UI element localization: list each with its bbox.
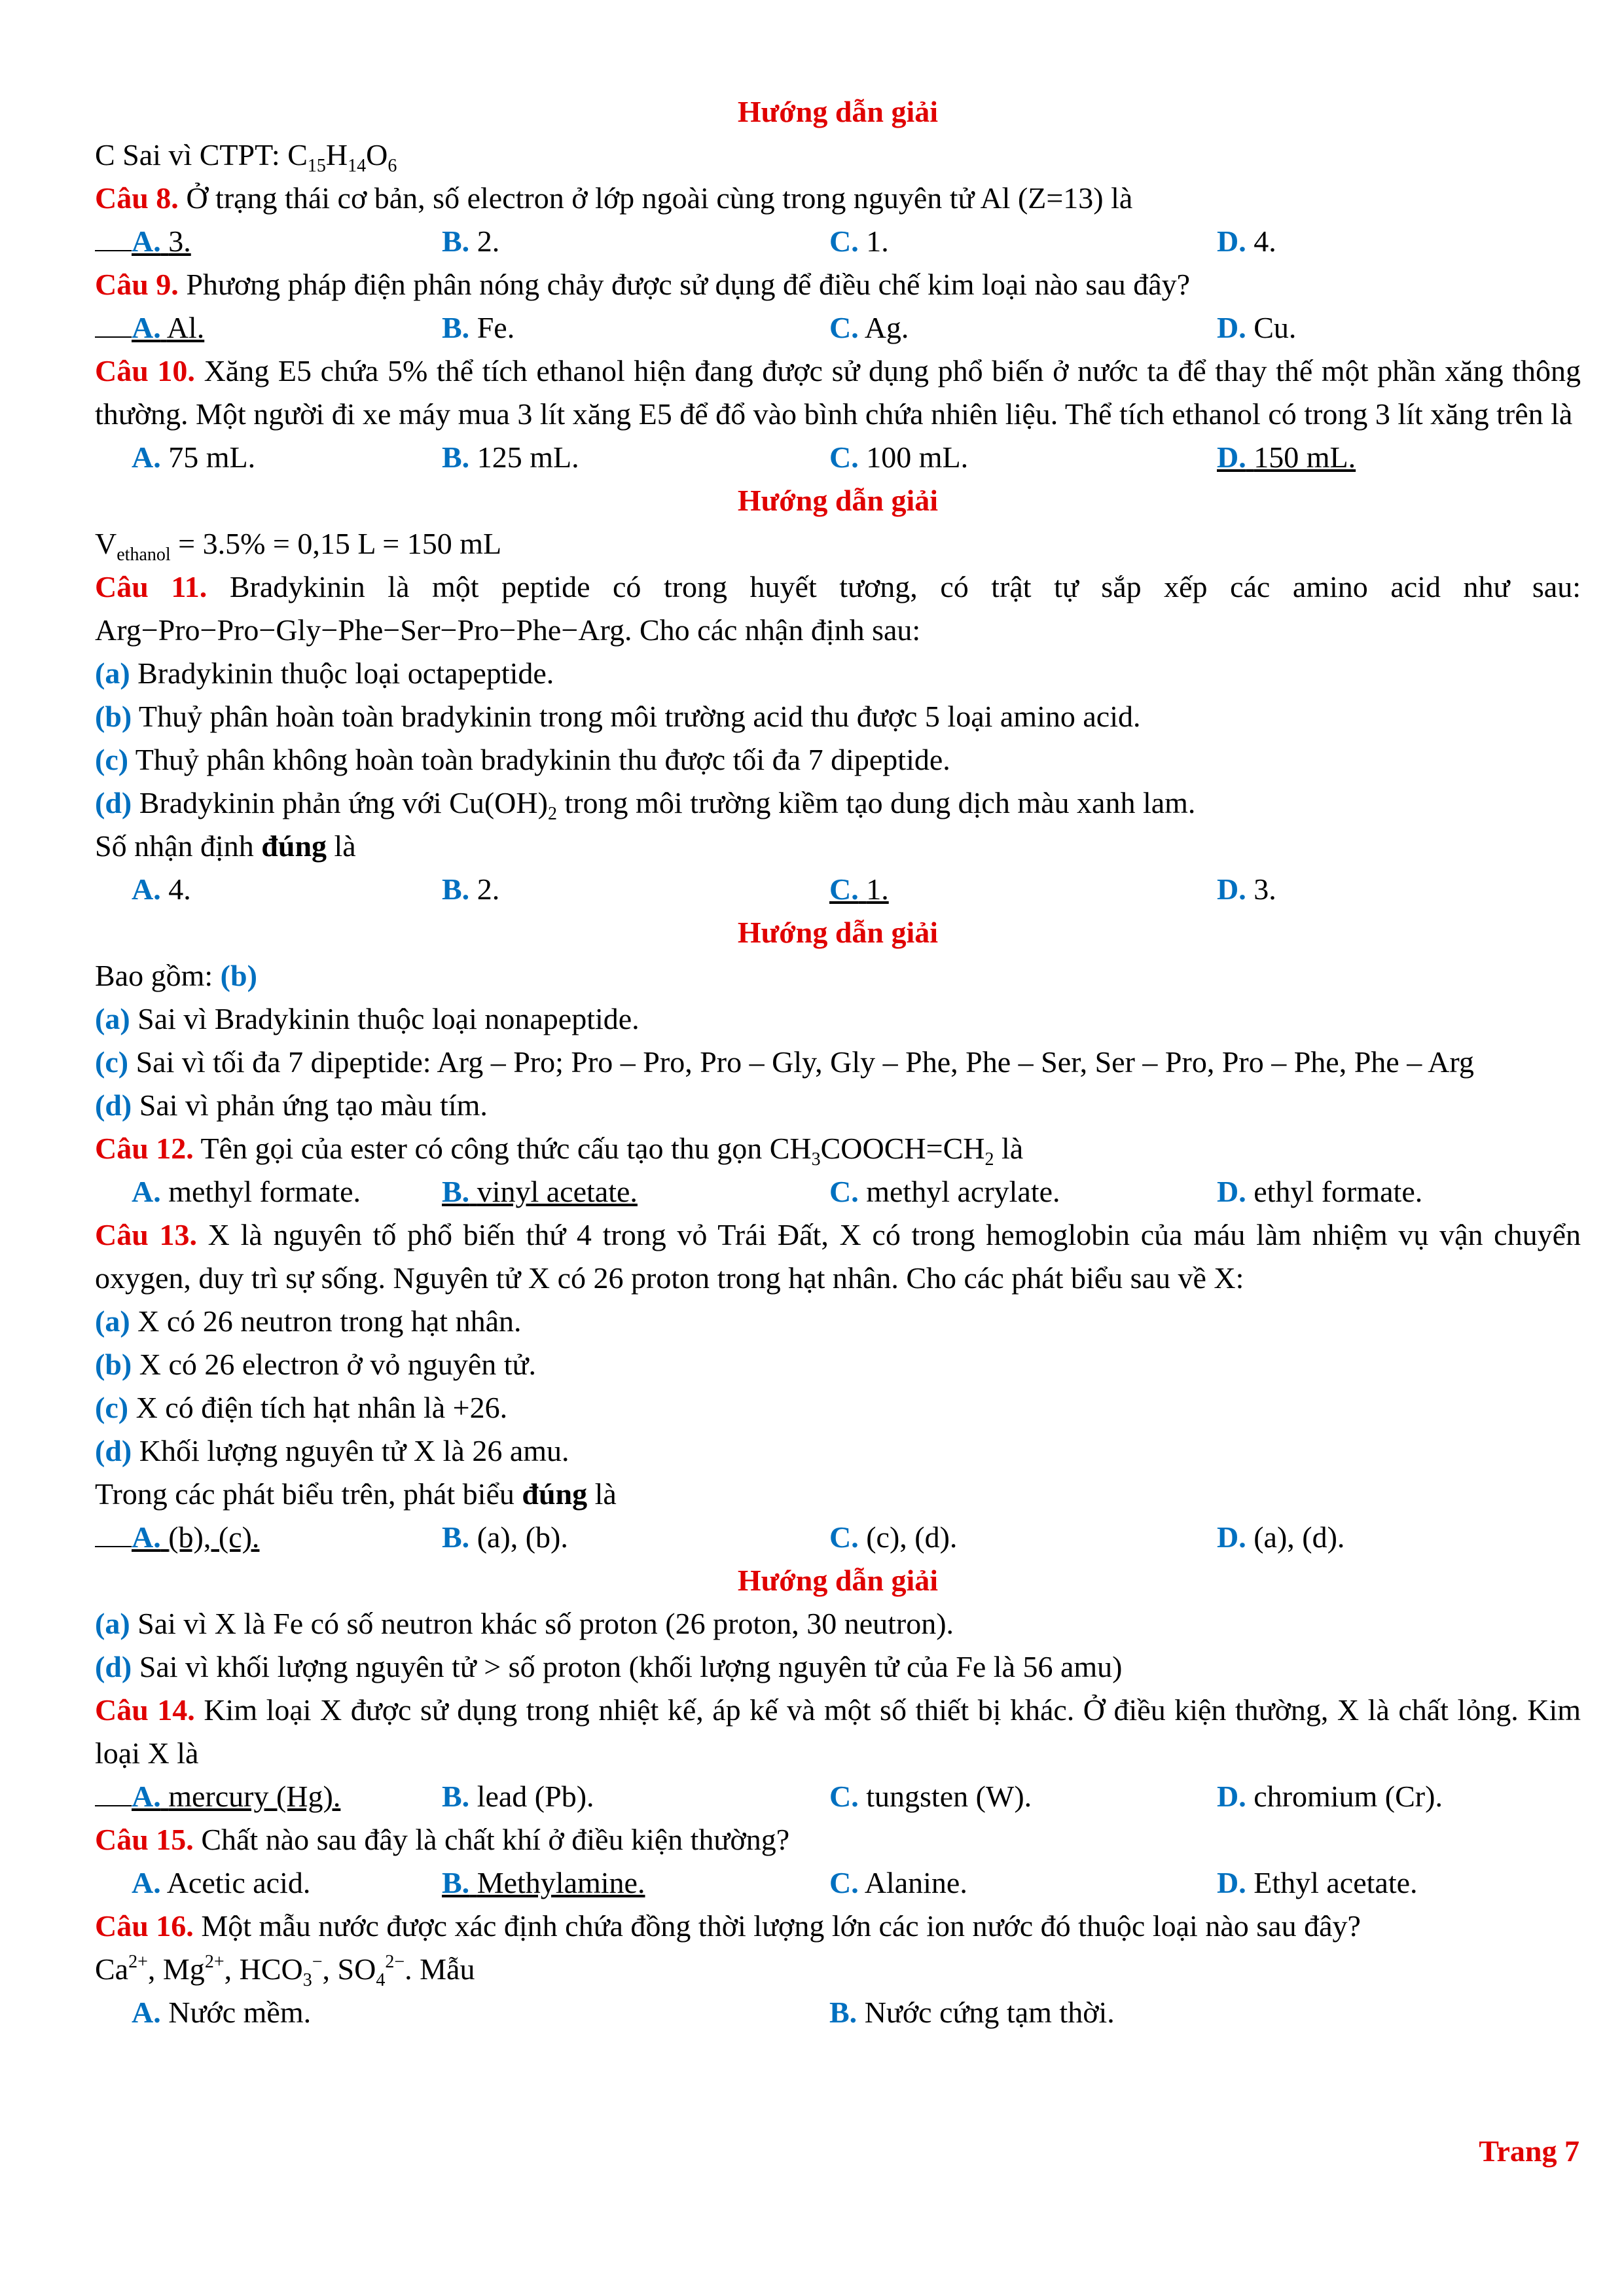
question-11: Câu 11. Bradykinin là một peptide có trong huyết tương, có trật tự sắp xếp các amino acid như sau: Arg−Pro−Pro−Gly−Phe−Ser−Pro−Phe−Arg. Cho các nhận định sau: (95, 570, 1581, 647)
solution-a: (a) Sai vì X là Fe có số neutron khác số proton (26 proton, 30 neutron). (95, 1607, 954, 1640)
solution-d: (d) Sai vì khối lượng nguyên tử > số proton (khối lượng nguyên tử của Fe là 56 amu) (95, 1650, 1123, 1683)
question-13-options (95, 1516, 1581, 1559)
option-a: A. Al. (95, 306, 442, 350)
option-b: B. (a), (b). (442, 1520, 568, 1554)
option-c: C. Ag. (829, 311, 909, 344)
option-d: D. 3. (1217, 872, 1276, 906)
option-d: D. chromium (Cr). (1217, 1780, 1443, 1813)
question-15: Câu 15. Chất nào sau đây là chất khí ở điều kiện thường? (95, 1823, 790, 1856)
option-d: D. 4. (1217, 224, 1276, 258)
question-14: Câu 14. Kim loại X được sử dụng trong nhiệt kế, áp kế và một số thiết bị khác. Ở điều kiện thường, X là chất lỏng. Kim loại X là (95, 1693, 1581, 1770)
question-16-options (95, 1991, 1581, 2034)
option-a: A. mercury (Hg). (95, 1775, 442, 1818)
statement-d: (d) Khối lượng nguyên tử X là 26 amu. (95, 1434, 569, 1467)
solution-d: (d) Sai vì phản ứng tạo màu tím. (95, 1088, 488, 1122)
question-label: Câu 16. (95, 1909, 194, 1943)
question-11-ask: Số nhận định đúng là (95, 829, 356, 863)
statement-b: (b) X có 26 electron ở vỏ nguyên tử. (95, 1348, 536, 1381)
question-10-solution: $V_{ethanol} = 3.5\% = 0,15$ L = 150 mL (95, 527, 502, 565)
question-14-options (95, 1775, 1581, 1818)
document-page (95, 90, 1581, 2034)
option-b: B. Methylamine. (442, 1866, 645, 1899)
question-label: Câu 15. (95, 1823, 194, 1856)
question-16: Câu 16. Một mẫu nước được xác định chứa đồng thời lượng lớn các ion nước đó thuộc loại nào sau đây? (95, 1909, 1361, 1943)
solution-c: (c) Sai vì tối đa 7 dipeptide: Arg – Pro; Pro – Pro, Pro – Gly, Gly – Phe, Phe – Ser, Ser – Pro, Pro – Phe, Phe – Arg (95, 1045, 1474, 1079)
solution-a: (a) Sai vì Bradykinin thuộc loại nonapeptide. (95, 1002, 640, 1035)
question-label: Câu 9. (95, 268, 179, 301)
question-9: Câu 9. Phương pháp điện phân nóng chảy được sử dụng để điều chế kim loại nào sau đây? (95, 268, 1191, 301)
option-d: D. ethyl formate. (1217, 1175, 1423, 1208)
solution-heading: Hướng dẫn giải (737, 1564, 939, 1597)
solution-heading: Hướng dẫn giải (737, 484, 939, 517)
question-label: Câu 12. (95, 1132, 194, 1165)
option-b: B. Nước cứng tạm thời. (829, 1996, 1115, 2029)
question-label: Câu 13. (95, 1218, 197, 1251)
statement-c: (c) X có điện tích hạt nhân là +26. (95, 1391, 508, 1424)
option-c: C. 100 mL. (829, 440, 969, 474)
option-d: D. Cu. (1217, 311, 1297, 344)
solution-heading: Hướng dẫn giải (737, 95, 939, 128)
intro-solution: C Sai vì CTPT: $C_{15}H_{14}O_6$ (95, 138, 397, 176)
question-15-options (95, 1861, 1581, 1905)
statement-a: (a) Bradykinin thuộc loại octapeptide. (95, 656, 554, 690)
question-12: Câu 12. Tên gọi của ester có công thức cấu tạo thu gọn $CH_3COOCH=CH_2$ là (95, 1132, 1024, 1170)
option-d: D. Ethyl acetate. (1217, 1866, 1418, 1899)
statement-a: (a) X có 26 neutron trong hạt nhân. (95, 1304, 522, 1338)
option-a: A. Acetic acid. (132, 1866, 311, 1899)
option-c: C. Alanine. (829, 1866, 967, 1899)
option-d: D. (a), (d). (1217, 1520, 1345, 1554)
solution-heading: Hướng dẫn giải (737, 916, 939, 949)
question-10-options (95, 436, 1581, 479)
question-13: Câu 13. X là nguyên tố phổ biến thứ 4 trong vỏ Trái Đất, X có trong hemoglobin của máu làm nhiệm vụ vận chuyển oxygen, duy trì sự sống. Nguyên tử X có 26 proton trong hạt nhân. Cho các phát biểu sau về X: (95, 1218, 1581, 1295)
option-b: B. 2. (442, 872, 500, 906)
option-c: C. 1. (829, 872, 889, 906)
question-8: Câu 8. Ở trạng thái cơ bản, số electron ở lớp ngoài cùng trong nguyên tử Al (Z=13) là (95, 181, 1133, 215)
option-a: A. methyl formate. (132, 1175, 361, 1208)
question-label: Câu 8. (95, 181, 179, 215)
question-11-solution-intro: Bao gồm: (b) (95, 959, 257, 992)
option-a: A. 4. (132, 872, 191, 906)
statement-d: (d) Bradykinin phản ứng với $Cu(OH)_2$ trong môi trường kiềm tạo dung dịch màu xanh lam. (95, 786, 1196, 824)
option-b: B. lead (Pb). (442, 1780, 594, 1813)
option-a: A. 75 mL. (132, 440, 256, 474)
question-8-options (95, 220, 1581, 263)
question-label: Câu 14. (95, 1693, 195, 1727)
question-label: Câu 10. (95, 354, 195, 387)
question-11-options (95, 868, 1581, 911)
question-16-ions: $Ca^{2+}$, $Mg^{2+}$, $HCO_3^-$, $SO_4^{2-}$. Mẫu (95, 1952, 475, 1990)
option-c: C. (c), (d). (829, 1520, 958, 1554)
option-d: D. 150 mL. (1217, 440, 1356, 474)
statement-c: (c) Thuỷ phân không hoàn toàn bradykinin thu được tối đa 7 dipeptide. (95, 743, 950, 776)
statement-b: (b) Thuỷ phân hoàn toàn bradykinin trong môi trường acid thu được 5 loại amino acid. (95, 700, 1141, 733)
question-10: Câu 10. Xăng E5 chứa 5% thể tích ethanol hiện đang được sử dụng phổ biến ở nước ta để thay thế một phần xăng thông thường. Một người đi xe máy mua 3 lít xăng E5 để đổ vào bình chứa nhiên liệu. Thể tích ethanol có trong 3 lít xăng trên là (95, 354, 1581, 431)
option-a: A. Nước mềm. (132, 1996, 312, 2029)
question-12-options (95, 1170, 1581, 1213)
option-a: A. 3. (95, 220, 442, 263)
option-b: B. vinyl acetate. (442, 1175, 638, 1208)
option-c: C. methyl acrylate. (829, 1175, 1060, 1208)
question-label: Câu 11. (95, 570, 208, 603)
option-b: B. 2. (442, 224, 500, 258)
option-b: B. 125 mL. (442, 440, 579, 474)
question-13-ask: Trong các phát biểu trên, phát biểu đúng là (95, 1477, 617, 1511)
option-b: B. Fe. (442, 311, 515, 344)
option-c: C. tungsten (W). (829, 1780, 1032, 1813)
option-c: C. 1. (829, 224, 889, 258)
question-9-options (95, 306, 1581, 350)
option-a: A. (b), (c). (95, 1516, 442, 1559)
page-number: Trang 7 (1479, 2134, 1579, 2168)
